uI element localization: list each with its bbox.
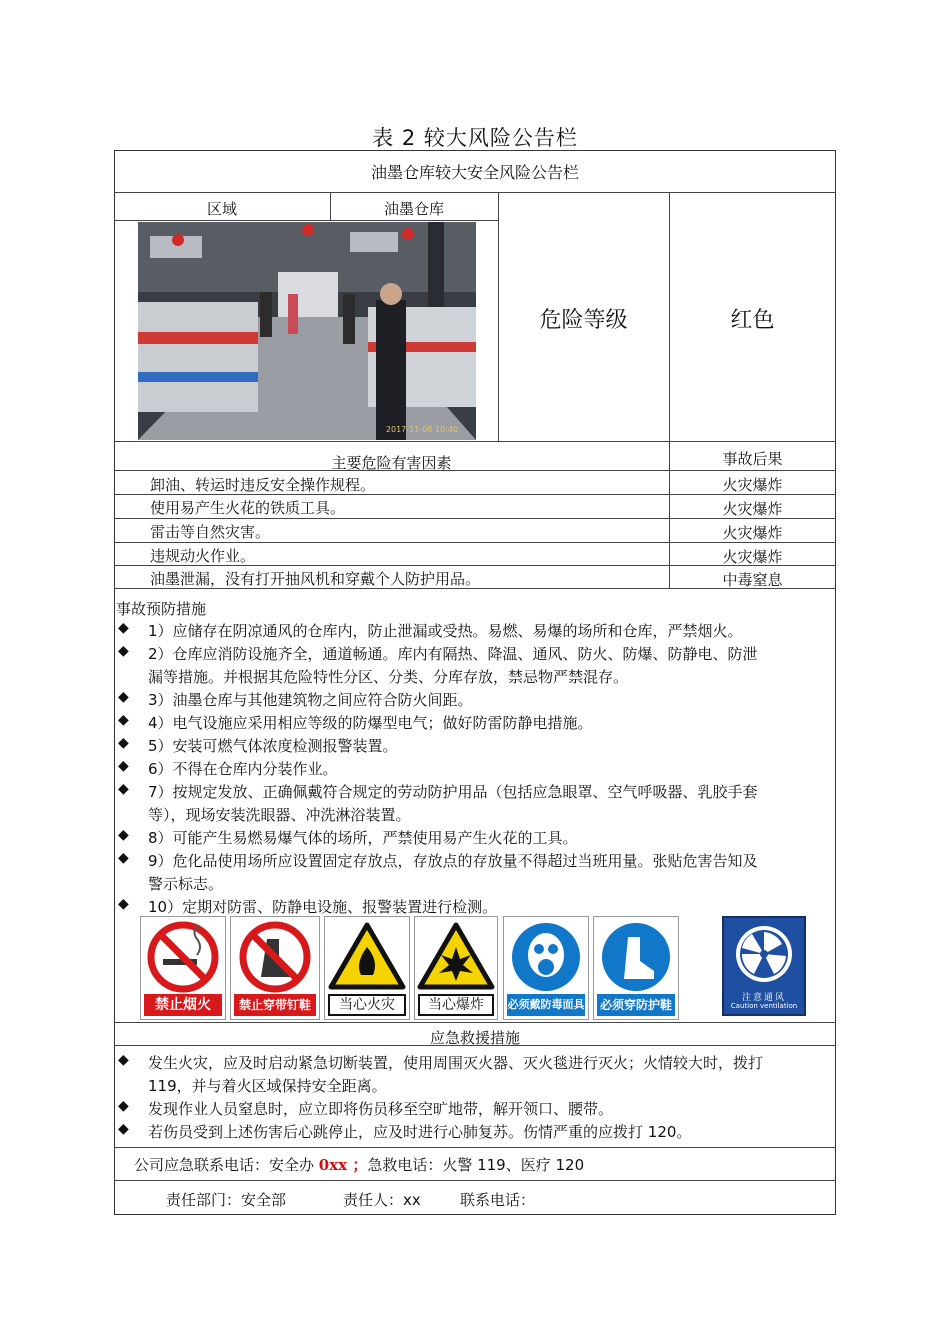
area-value: 油墨仓库	[383, 200, 444, 218]
prevention-list	[114, 620, 836, 920]
protective-shoes-sign	[593, 916, 679, 1020]
emergency-text: 发现作业人员窒息时，应立即将伤员移至空旷地带，解开领口、腰带。	[148, 1100, 614, 1118]
ventilation-notice-sign	[722, 916, 806, 1016]
risk-level-value: 红色	[730, 308, 775, 333]
sign-label: 禁止穿带钉鞋	[234, 994, 316, 1016]
prevention-text: 1）应储存在阴凉通风的仓库内，防止泄漏或受热。易燃、易爆的场所和仓库，严禁烟火。	[148, 622, 743, 640]
hazard-factor: 卸油、转运时违反安全操作规程。	[150, 476, 376, 494]
hazard-consequence: 火灾爆炸	[722, 500, 783, 518]
prevention-text: 2）仓库应消防设施齐全，通道畅通。库内有隔热、降温、通风、防火、防爆、防静电、防泄 漏等措施。并根据其危险特性分区、分类、分库存放，禁忌物严禁混存。	[148, 645, 758, 686]
no-smoking-icon	[141, 917, 225, 995]
hazards-header: 主要危险有害因素	[331, 454, 452, 472]
bullet-icon: ◆	[118, 1052, 129, 1068]
protective-shoes-icon	[594, 917, 678, 995]
divider	[114, 441, 836, 442]
hazard-consequence: 火灾爆炸	[722, 524, 783, 542]
risk-level-label: 危险等级	[539, 308, 628, 333]
board-title: 油墨仓库较大安全风险公告栏	[370, 163, 579, 182]
prevention-text: 8）可能产生易燃易爆气体的场所，严禁使用易产生火花的工具。	[148, 829, 578, 847]
divider	[114, 192, 836, 193]
emergency-header: 应急救援措施	[429, 1029, 520, 1047]
fire-warning-icon	[325, 917, 409, 995]
prevention-text: 5）安装可燃气体浓度检测报警装置。	[148, 737, 398, 755]
responsible-department: 责任部门：安全部	[166, 1191, 287, 1209]
divider	[114, 1022, 836, 1023]
sign-label-en: Caution ventilation	[730, 1002, 798, 1010]
ventilation-fan-icon	[724, 918, 804, 988]
consequence-header: 事故后果	[722, 450, 783, 468]
emergency-list	[114, 1052, 836, 1144]
contact-phone: 联系电话：	[460, 1191, 536, 1209]
explosion-warning-icon	[415, 917, 497, 995]
sign-label: 当心爆炸	[418, 994, 494, 1016]
hazard-factor: 使用易产生火花的铁质工具。	[150, 499, 346, 517]
sign-label: 禁止烟火	[144, 994, 222, 1016]
bullet-icon: ◆	[118, 758, 129, 774]
fire-warning-sign	[324, 916, 410, 1020]
hazard-factor: 雷击等自然灾害。	[150, 523, 271, 541]
no-smoking-sign	[140, 916, 226, 1020]
prevention-text: 10）定期对防雷、防静电设施、报警装置进行检测。	[148, 898, 498, 916]
contact-prefix: 公司应急联系电话：安全办	[134, 1156, 319, 1174]
hazard-consequence: 火灾爆炸	[722, 548, 783, 566]
sign-label: 当心火灾	[328, 994, 406, 1016]
prevention-text: 4）电气设施应采用相应等级的防爆型电气；做好防雷防静电措施。	[148, 714, 593, 732]
bullet-icon: ◆	[118, 1098, 129, 1114]
prevention-text: 7）按规定发放、正确佩戴符合规定的劳动防护用品（包括应急眼罩、空气呼吸器、乳胶手套 等），现场安装洗眼器、冲洗淋浴装置。	[148, 783, 758, 824]
divider	[114, 220, 499, 221]
divider	[114, 1147, 836, 1148]
prevention-header: 事故预防措施	[116, 600, 207, 618]
emergency-text: 发生火灾，应及时启动紧急切断装置，使用周围灭火器、灭火毯进行灭火；火情较大时，拨打 119，并与着火区域保持安全距离。	[148, 1054, 764, 1095]
prevention-text: 3）油墨仓库与其他建筑物之间应符合防火间距。	[148, 691, 473, 709]
hazard-consequence: 中毒窒息	[722, 571, 783, 589]
safety-office-phone: 0xx ；	[318, 1156, 368, 1174]
sign-label: 必须穿防护鞋	[597, 994, 675, 1016]
emergency-text: 若伤员受到上述伤害后心跳停止，应及时进行心肺复苏。伤情严重的应拨打 120。	[148, 1123, 692, 1141]
bullet-icon: ◆	[118, 1121, 129, 1137]
no-nailed-shoes-icon	[231, 917, 319, 995]
document-title: 表 2 较大风险公告栏	[372, 126, 578, 150]
bullet-icon: ◆	[118, 712, 129, 728]
responsible-person: 责任人：xx	[343, 1191, 421, 1209]
no-nailed-shoes-sign	[230, 916, 320, 1020]
area-label: 区域	[206, 200, 237, 218]
divider	[114, 1180, 836, 1181]
prevention-text: 9）危化品使用场所应设置固定存放点，存放点的存放量不得超过当班用量。张贴危害告知及 警示标志。	[148, 852, 758, 893]
hazard-consequence: 火灾爆炸	[722, 476, 783, 494]
bullet-icon: ◆	[118, 827, 129, 843]
prevention-text: 6）不得在仓库内分装作业。	[148, 760, 338, 778]
warehouse-photo	[138, 222, 476, 440]
contact-suffix: 急救电话：火警 119、医疗 120	[367, 1156, 585, 1174]
photo-timestamp: 2017-11-08 10:40	[385, 425, 458, 434]
gas-mask-icon	[504, 917, 588, 995]
emergency-contact-line	[134, 1154, 584, 1175]
bullet-icon: ◆	[118, 735, 129, 751]
gas-mask-sign	[503, 916, 589, 1020]
bullet-icon: ◆	[118, 620, 129, 636]
hazard-factor: 违规动火作业。	[150, 547, 256, 565]
bullet-icon: ◆	[118, 689, 129, 705]
bullet-icon: ◆	[118, 896, 129, 912]
bullet-icon: ◆	[118, 781, 129, 797]
sign-label: 注意通风	[741, 993, 786, 1003]
bullet-icon: ◆	[118, 850, 129, 866]
bullet-icon: ◆	[118, 643, 129, 659]
hazard-factor: 油墨泄漏，没有打开抽风机和穿戴个人防护用品。	[150, 570, 481, 588]
explosion-warning-sign	[414, 916, 498, 1020]
sign-label: 必须戴防毒面具	[507, 994, 585, 1016]
